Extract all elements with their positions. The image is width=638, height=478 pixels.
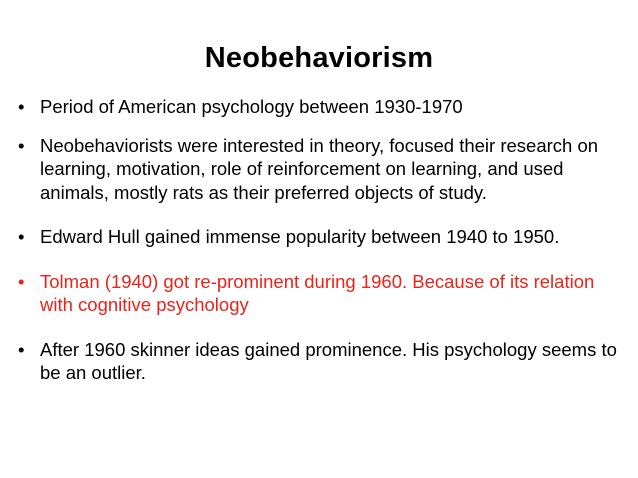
slide-title: Neobehaviorism bbox=[204, 42, 434, 74]
bullet-item-2 bbox=[18, 134, 618, 205]
bullet-text-2: Neobehaviorists were interested in theory, focused their research on learning, motivation, role of reinforcement on learning, and used animals, mostly rats as their preferred objects of study. bbox=[40, 134, 599, 203]
bullet-text-1: Period of American psychology between 1930-1970 bbox=[40, 96, 463, 117]
bullet-item-5 bbox=[18, 338, 618, 385]
bullet-dot-icon: • bbox=[18, 270, 25, 292]
bullet-dot-icon: • bbox=[18, 134, 25, 156]
bullet-text-4: Tolman (1940) got re-prominent during 1960. Because of its relation with cognitive psychology bbox=[40, 270, 595, 315]
bullet-item-3 bbox=[18, 225, 618, 249]
bullet-dot-icon: • bbox=[18, 96, 25, 117]
bullet-item-1 bbox=[18, 95, 618, 119]
bullet-text-3: Edward Hull gained immense popularity between 1940 to 1950. bbox=[40, 226, 560, 247]
bullet-text-5: After 1960 skinner ideas gained prominence. His psychology seems to be an outlier. bbox=[40, 338, 617, 383]
bullet-item-4-highlighted bbox=[18, 270, 618, 317]
bullet-dot-icon: • bbox=[18, 338, 25, 360]
bullet-dot-icon: • bbox=[18, 226, 25, 247]
bullet-list bbox=[18, 95, 618, 385]
